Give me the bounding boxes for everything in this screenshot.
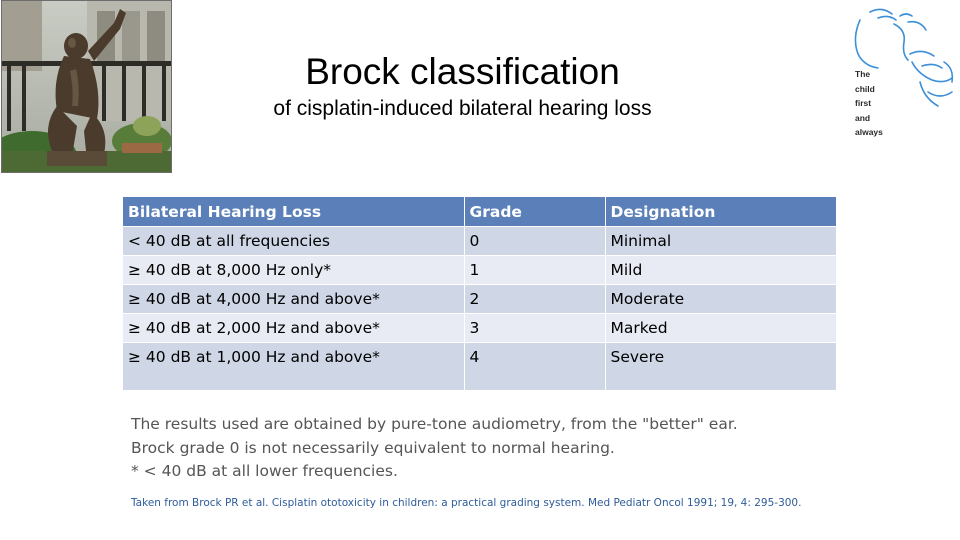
grade-cell: 3 [464, 314, 605, 343]
brock-grading-table [123, 197, 836, 390]
logo-text [855, 67, 883, 140]
logo-line: and [855, 112, 871, 123]
table-row [123, 314, 836, 343]
grade-cell: 1 [464, 256, 605, 285]
logo-line: always [855, 127, 883, 137]
logo-line: first [855, 98, 872, 108]
logo-line: child [855, 83, 875, 94]
table-row [123, 227, 836, 256]
table-row [123, 256, 836, 285]
grade-cell: 2 [464, 285, 605, 314]
note-line: The results used are obtained by pure-tone audiometry, from the "better" ear. [131, 415, 738, 433]
hearing-loss-cell: ≥ 40 dB at 4,000 Hz and above* [123, 285, 464, 314]
hearing-loss-cell: ≥ 40 dB at 1,000 Hz and above* [123, 343, 464, 391]
designation-cell: Minimal [605, 227, 836, 256]
column-header-grade: Grade [464, 197, 605, 227]
reference-citation: Taken from Brock PR et al. Cisplatin ototoxicity in children: a practical grading system. Med Pediatr Oncol 1991; 19, 4: 295-300. [131, 497, 802, 509]
column-header-hearing-loss: Bilateral Hearing Loss [123, 197, 464, 227]
table-row [123, 285, 836, 314]
logo-line: The [855, 69, 871, 79]
column-header-designation: Designation [605, 197, 836, 227]
statue-photo [1, 0, 172, 173]
designation-cell: Marked [605, 314, 836, 343]
table-header-row [123, 197, 836, 227]
hearing-loss-cell: < 40 dB at all frequencies [123, 227, 464, 256]
grade-cell: 0 [464, 227, 605, 256]
designation-cell: Moderate [605, 285, 836, 314]
table-row [123, 343, 836, 391]
page-subtitle: of cisplatin-induced bilateral hearing loss [273, 97, 652, 120]
footnotes [131, 413, 738, 484]
note-line: Brock grade 0 is not necessarily equivalent to normal hearing. [131, 438, 615, 457]
hearing-loss-cell: ≥ 40 dB at 8,000 Hz only* [123, 256, 464, 285]
grade-cell: 4 [464, 343, 605, 391]
designation-cell: Mild [605, 256, 836, 285]
note-line: * < 40 dB at all lower frequencies. [131, 462, 398, 480]
hearing-loss-cell: ≥ 40 dB at 2,000 Hz and above* [123, 314, 464, 343]
page-title: Brock classification [305, 51, 620, 92]
designation-cell: Severe [605, 343, 836, 391]
